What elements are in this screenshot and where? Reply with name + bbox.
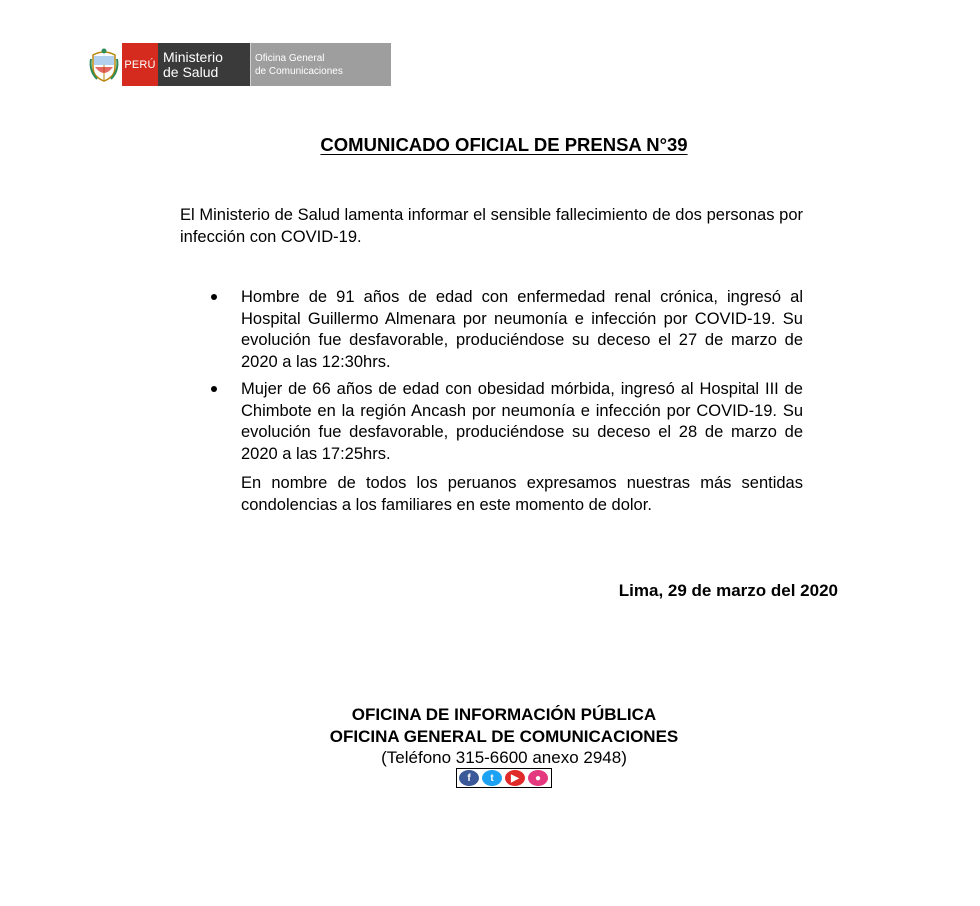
bullet-item-2: Mujer de 66 años de edad con obesidad mórbida, ingresó al Hospital III de Chimbote en la región Ancash por neumonía e infección por COVID-19. Su evolución fue desfavorable, produciéndose su deceso el 28 de marzo de 2020 a las 17:25hrs.	[241, 380, 803, 463]
ministry-logo	[86, 43, 391, 86]
ministry-name	[158, 43, 250, 86]
bullet-dot-icon	[211, 294, 217, 300]
bullet-item-1: Hombre de 91 años de edad con enfermedad renal crónica, ingresó al Hospital Guillermo Almenara por neumonía e infección por COVID-19. Su evolución fue desfavorable, produciéndose su deceso el 27 de marzo de 2020 a las 12:30hrs.	[241, 288, 803, 371]
office-line-1: Oficina General	[255, 52, 325, 64]
bullet-dot-icon	[211, 386, 217, 392]
coat-of-arms-icon	[86, 43, 122, 86]
closing-paragraph: En nombre de todos los peruanos expresamos nuestras más sentidas condolencias a los familiares en este momento de dolor.	[241, 474, 803, 514]
intro-paragraph: El Ministerio de Salud lamenta informar el sensible fallecimiento de dos personas por infección con COVID-19.	[180, 206, 803, 246]
footer-phone: (Teléfono 315-6600 anexo 2948)	[381, 748, 627, 767]
ministry-line-1: Ministerio	[163, 48, 223, 65]
ministry-line-2: de Salud	[163, 63, 219, 80]
footer-line-1: OFICINA DE INFORMACIÓN PÚBLICA	[351, 705, 657, 724]
flickr-icon[interactable]: ●	[528, 770, 548, 786]
press-release-title	[0, 134, 980, 156]
social-links	[456, 768, 552, 788]
peru-label: PERÚ	[122, 43, 158, 86]
office-line-2: de Comunicaciones	[255, 65, 343, 77]
twitter-icon[interactable]: t	[482, 770, 502, 786]
footer-line-2: OFICINA GENERAL DE COMUNICACIONES	[329, 727, 679, 746]
date-line: Lima, 29 de marzo del 2020	[618, 581, 838, 600]
office-name	[250, 43, 391, 86]
title-text: COMUNICADO OFICIAL DE PRENSA N°39	[320, 134, 688, 155]
youtube-icon[interactable]: ▶	[505, 770, 525, 786]
facebook-icon[interactable]: f	[459, 770, 479, 786]
